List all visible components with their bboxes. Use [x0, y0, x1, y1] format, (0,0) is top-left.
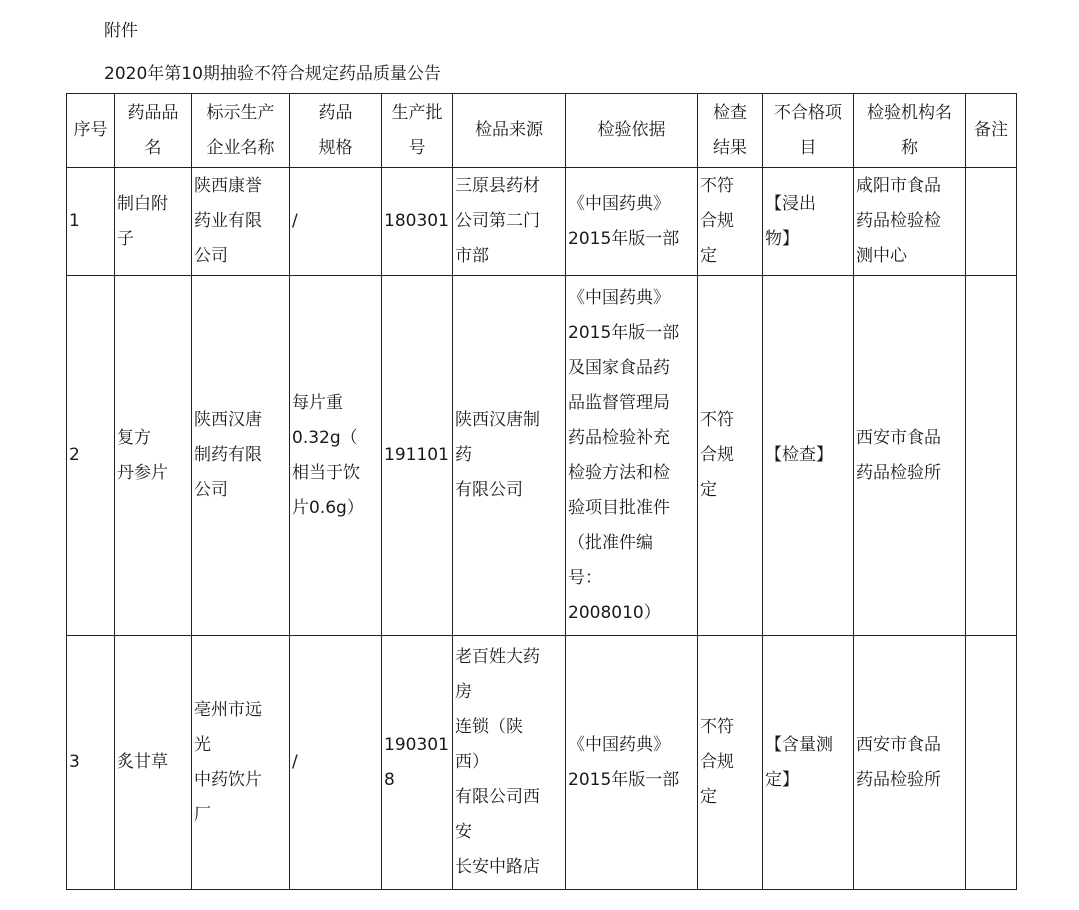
sample-source-cell — [453, 636, 566, 890]
remark-cell — [966, 276, 1017, 636]
inspection-basis-text: 及国家食品药 — [568, 357, 670, 378]
column-header-text: 目 — [799, 137, 817, 158]
failed-item-text: 物】 — [765, 228, 799, 249]
inspection-institute-cell — [854, 168, 966, 276]
table-body — [67, 168, 1017, 890]
manufacturer-cell — [192, 636, 290, 890]
batch-number-cell — [382, 276, 453, 636]
table-row — [67, 276, 1017, 636]
manufacturer-cell — [192, 168, 290, 276]
specification-text: / — [292, 211, 298, 231]
row-number-text: 3 — [69, 752, 80, 772]
row-number-cell — [67, 168, 115, 276]
sample-source-text: 公司第二门 — [455, 211, 540, 231]
sample-source-text: 陕西汉唐制 — [455, 410, 540, 430]
inspection-result-text: 定 — [700, 787, 717, 807]
row-number-cell — [67, 636, 115, 890]
document-title: 2020年第10期抽验不符合规定药品质量公告 — [104, 64, 441, 84]
column-header-text: 企业名称 — [206, 137, 275, 158]
inspection-result-text: 合规 — [700, 752, 734, 772]
column-header-text: 检验机构名 — [867, 102, 952, 123]
drug-name-text: 复方 — [117, 427, 151, 448]
column-header — [290, 94, 382, 168]
inspection-basis-text: 品监督管理局 — [568, 392, 670, 413]
inspection-institute-cell — [854, 636, 966, 890]
inspection-institute-text: 测中心 — [856, 246, 907, 266]
column-header-text: 称 — [901, 137, 918, 158]
batch-number-text: 180301 — [384, 211, 449, 231]
column-header-text: 规格 — [318, 137, 353, 158]
drug-name-text: 制白附 — [117, 193, 168, 214]
attachment-label: 附件 — [104, 21, 138, 41]
failed-item-cell — [763, 636, 854, 890]
inspection-basis-text: 2008010） — [568, 602, 661, 623]
sample-source-text: 西） — [455, 752, 489, 772]
specification-text: 相当于饮 — [292, 462, 360, 483]
column-header — [67, 94, 115, 168]
sample-source-text: 三原县药材 — [455, 176, 540, 196]
drug-name-cell — [115, 168, 192, 276]
table-row — [67, 168, 1017, 276]
column-header — [763, 94, 854, 168]
sample-source-text: 长安中路店 — [455, 857, 540, 877]
column-header — [192, 94, 290, 168]
batch-number-text: 8 — [384, 769, 395, 790]
column-header-text: 检查 — [713, 102, 747, 123]
manufacturer-text: 光 — [194, 734, 211, 755]
inspection-basis-cell — [566, 636, 698, 890]
sample-source-text: 药 — [455, 445, 472, 465]
remark-cell — [966, 168, 1017, 276]
inspection-result-text: 定 — [700, 480, 717, 500]
sample-source-text: 连锁（陕 — [455, 717, 523, 737]
specification-text: 片0.6g） — [292, 497, 364, 518]
column-header — [566, 94, 698, 168]
sample-source-text: 老百姓大药 — [455, 647, 540, 667]
inspection-basis-text: 《中国药典》 — [568, 287, 670, 308]
failed-item-cell — [763, 168, 854, 276]
failed-item-cell — [763, 276, 854, 636]
column-header-text: 备注 — [974, 120, 1008, 140]
inspection-institute-text: 药品检验检 — [856, 211, 941, 231]
row-number-cell — [67, 276, 115, 636]
manufacturer-cell — [192, 276, 290, 636]
inspection-basis-text: 检验方法和检 — [568, 462, 670, 483]
column-header-text: 检验依据 — [597, 120, 666, 140]
inspection-result-text: 合规 — [700, 445, 734, 465]
sample-source-text: 市部 — [455, 246, 489, 266]
manufacturer-text: 制药有限 — [194, 445, 262, 465]
inspection-basis-text: 《中国药典》 — [568, 734, 670, 755]
row-number-text: 1 — [69, 211, 80, 231]
failed-item-text: 【浸出 — [765, 193, 816, 214]
specification-text: / — [292, 752, 298, 772]
inspection-basis-cell — [566, 168, 698, 276]
inspection-result-text: 合规 — [700, 211, 734, 231]
specification-text: 0.32g（ — [292, 427, 358, 448]
drug-name-cell — [115, 636, 192, 890]
sample-source-text: 有限公司西 — [455, 787, 540, 807]
column-header — [854, 94, 966, 168]
column-header-text: 标示生产 — [206, 102, 275, 123]
failed-item-text: 【含量测 — [765, 734, 833, 755]
drug-name-text: 丹参片 — [117, 462, 168, 483]
inspection-institute-cell — [854, 276, 966, 636]
drug-name-text: 子 — [117, 228, 134, 249]
drug-name-cell — [115, 276, 192, 636]
column-header — [966, 94, 1017, 168]
column-header-text: 号 — [408, 137, 426, 158]
manufacturer-text: 中药饮片 — [194, 769, 262, 790]
manufacturer-text: 陕西康誉 — [194, 176, 262, 196]
manufacturer-text: 公司 — [194, 480, 228, 500]
table-header-row — [67, 94, 1017, 168]
manufacturer-text: 药业有限 — [194, 211, 262, 231]
column-header — [453, 94, 566, 168]
sample-source-cell — [453, 168, 566, 276]
manufacturer-text: 陕西汉唐 — [194, 410, 262, 430]
failed-item-text: 【检查】 — [765, 445, 833, 465]
batch-number-text: 190301 — [384, 734, 449, 755]
inspection-basis-text: 2015年版一部 — [568, 769, 680, 790]
remark-cell — [966, 636, 1017, 890]
inspection-basis-text: 号： — [568, 567, 602, 588]
manufacturer-text: 厂 — [194, 804, 211, 825]
inspection-result-text: 不符 — [700, 176, 734, 196]
inspection-result-text: 定 — [700, 246, 717, 266]
column-header — [698, 94, 763, 168]
manufacturer-text: 亳州市远 — [194, 699, 262, 720]
drug-name-text: 炙甘草 — [117, 752, 168, 772]
inspection-result-cell — [698, 636, 763, 890]
inspection-basis-text: 2015年版一部 — [568, 228, 680, 249]
inspection-institute-text: 西安市食品 — [856, 734, 941, 755]
column-header-text: 生产批 — [391, 102, 443, 123]
inspection-basis-text: （批准件编 — [568, 532, 653, 553]
column-header-text: 药品 — [318, 102, 353, 123]
sample-source-cell — [453, 276, 566, 636]
manufacturer-text: 公司 — [194, 246, 228, 266]
sample-source-text: 房 — [455, 682, 472, 702]
inspection-result-text: 不符 — [700, 717, 734, 737]
inspection-institute-text: 药品检验所 — [856, 462, 941, 483]
inspection-basis-cell — [566, 276, 698, 636]
column-header-text: 结果 — [713, 137, 747, 158]
column-header — [115, 94, 192, 168]
sample-source-text: 有限公司 — [455, 480, 523, 500]
specification-text: 每片重 — [292, 392, 343, 413]
table-row — [67, 636, 1017, 890]
column-header — [382, 94, 453, 168]
column-header-text: 名 — [144, 137, 162, 158]
column-header-text: 不合格项 — [774, 102, 842, 123]
column-header-text: 序号 — [73, 120, 108, 140]
inspection-basis-text: 药品检验补充 — [568, 427, 670, 448]
batch-number-text: 191101 — [384, 445, 449, 465]
inspection-institute-text: 药品检验所 — [856, 769, 941, 790]
specification-cell — [290, 636, 382, 890]
specification-cell — [290, 168, 382, 276]
row-number-text: 2 — [69, 445, 80, 465]
column-header-text: 检品来源 — [475, 120, 543, 140]
batch-number-cell — [382, 168, 453, 276]
sample-source-text: 安 — [455, 822, 472, 842]
quality-report-table — [66, 93, 1017, 890]
inspection-basis-text: 2015年版一部 — [568, 322, 680, 343]
failed-item-text: 定】 — [765, 769, 799, 790]
inspection-result-cell — [698, 168, 763, 276]
inspection-institute-text: 西安市食品 — [856, 427, 941, 448]
inspection-institute-text: 咸阳市食品 — [856, 176, 941, 196]
column-header-text: 药品品 — [127, 102, 179, 123]
inspection-basis-text: 《中国药典》 — [568, 193, 670, 214]
batch-number-cell — [382, 636, 453, 890]
inspection-result-text: 不符 — [700, 410, 734, 430]
inspection-basis-text: 验项目批准件 — [568, 497, 670, 518]
specification-cell — [290, 276, 382, 636]
inspection-result-cell — [698, 276, 763, 636]
